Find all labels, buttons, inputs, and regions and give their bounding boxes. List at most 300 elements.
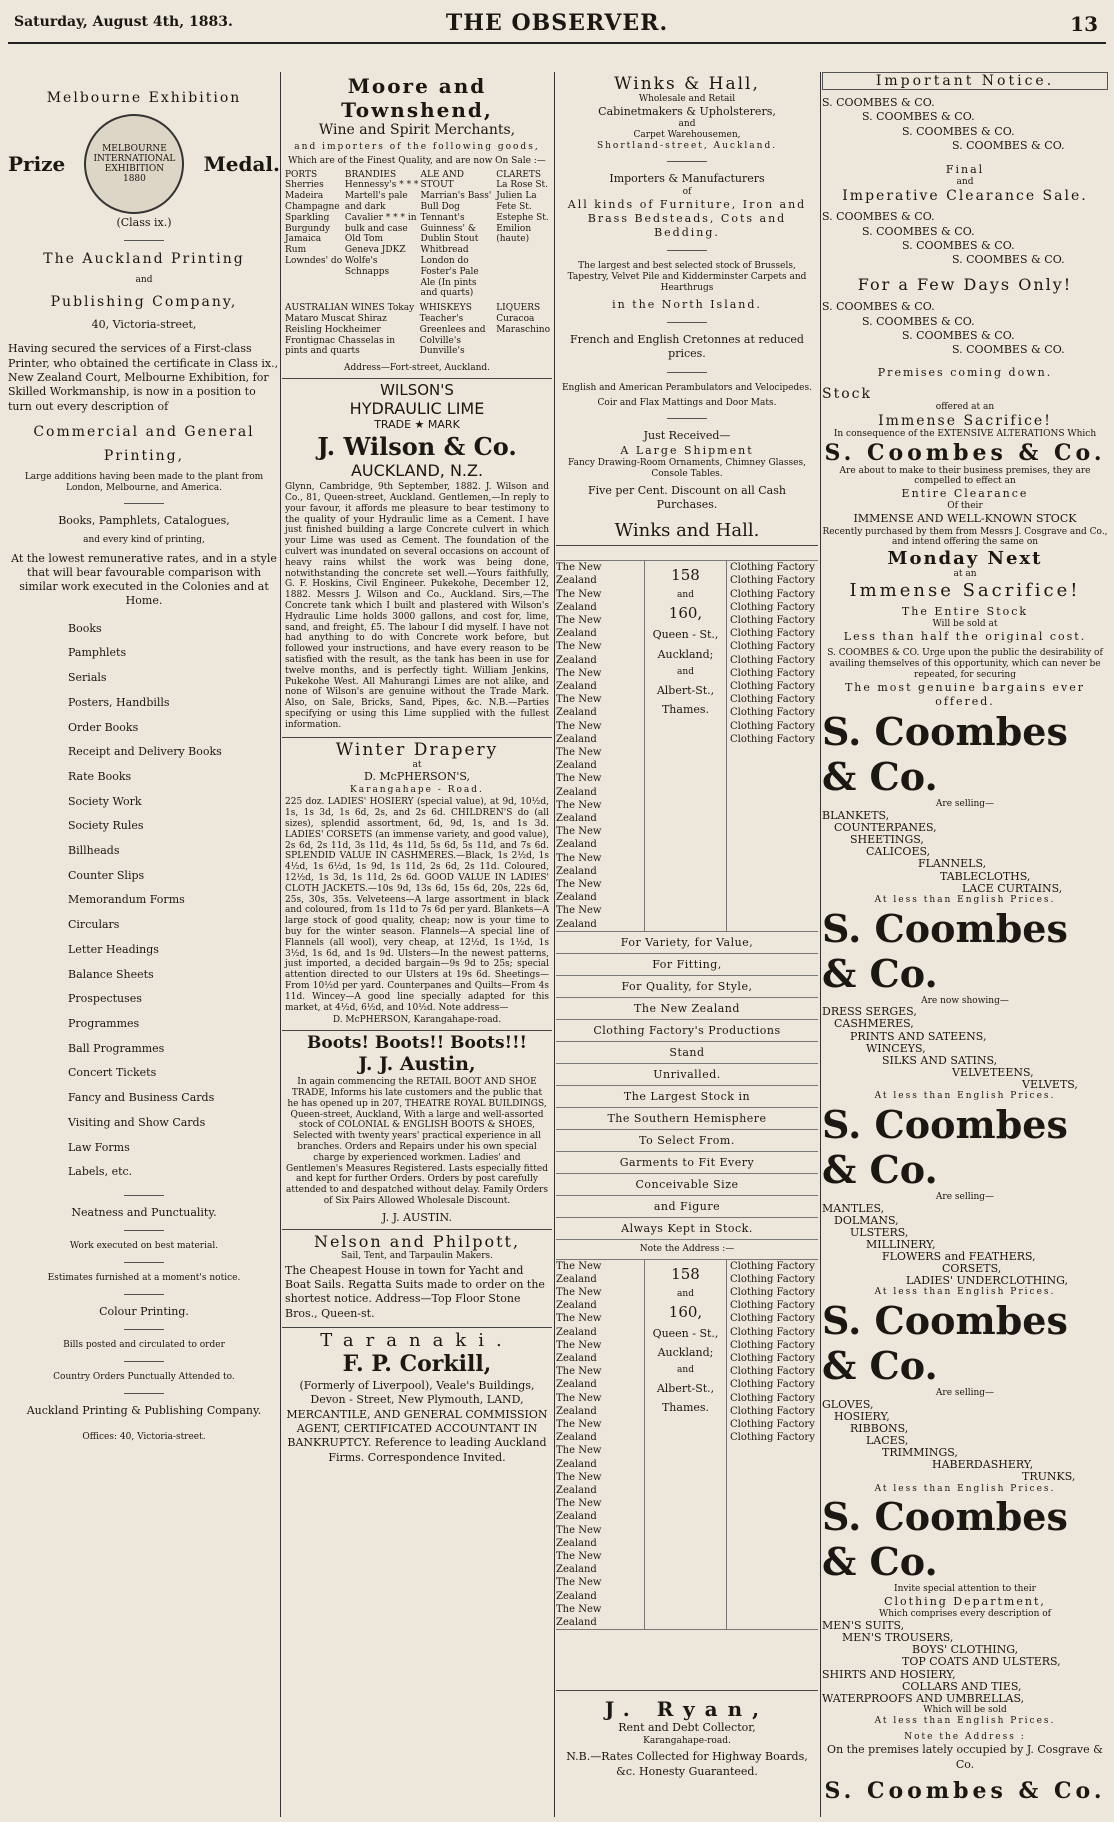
divider — [667, 418, 707, 419]
divider — [124, 503, 164, 504]
class-label: (Class ix.) — [116, 216, 172, 229]
trade-mark: TRADE ★ MARK — [374, 417, 460, 431]
coombes-line: S. COOMBES & CO. — [952, 253, 1065, 267]
list-item: Visiting and Show Cards — [68, 1115, 206, 1129]
about-line: Are about to make to their business premises, they are compelled to effect an — [839, 465, 1091, 487]
list-item: Concert Tickets — [68, 1066, 157, 1080]
medal-label: Medal. — [203, 152, 280, 176]
divider — [667, 322, 707, 323]
column-winks-hall — [556, 72, 818, 1817]
cf-center-line: and — [677, 666, 694, 677]
coombes-line: S. COOMBES & CO. — [862, 224, 975, 238]
selling-line: Are selling— — [935, 799, 995, 810]
intro-text: Having secured the services of a First-class Printer, who obtained the certificate in Class ix., New Zealand Court, Melbourne Exhibition, for Skilled Workmanship, is now in a position to turn out every description of — [8, 342, 279, 413]
list-item: Receipt and Delivery Books — [68, 745, 222, 759]
goods-list-1 — [822, 810, 1108, 895]
divider — [124, 1361, 164, 1362]
ryan-name: J. Ryan, — [604, 1697, 770, 1722]
coombes-line: S. COOMBES & CO. — [822, 210, 935, 224]
list-item: Memorandum Forms — [68, 893, 185, 907]
goods-item: LACE CURTAINS, — [962, 881, 1063, 895]
cf-center-column — [644, 1260, 727, 1630]
cf-center-column — [644, 561, 727, 931]
cf-box: Unrivalled. — [556, 1064, 818, 1086]
country-orders: Country Orders Punctually Attended to. — [53, 1371, 235, 1382]
importers-line: and importers of the following goods, — [294, 142, 540, 152]
cf-left-line: The New Zealand — [556, 905, 602, 930]
cf-box: For Variety, for Value, — [556, 932, 818, 954]
column-coombes — [822, 72, 1108, 1817]
important-notice: Important Notice. — [822, 72, 1108, 90]
genuine-bargains: The most genuine bargains ever offered. — [844, 680, 1086, 708]
cf-left-line: The New Zealand — [556, 1419, 602, 1444]
just-received: Just Received— — [643, 429, 731, 443]
at-less-prices: At less than English Prices. — [874, 1715, 1056, 1726]
coombes-big: S. Coombes & Co. — [822, 709, 1068, 800]
recently-line: Recently purchased by them from Messrs J. Cosgrave and Co., and intend offering the same on — [822, 526, 1108, 548]
hydraulic-lime: HYDRAULIC LIME — [349, 398, 485, 418]
coombes-line: S. COOMBES & CO. — [862, 110, 975, 124]
goods-item: COLLARS AND TIES, — [902, 1679, 1022, 1693]
commercial-heading: Commercial and General — [33, 423, 255, 440]
goods-list-4 — [822, 1399, 1108, 1484]
corkill-ad — [282, 1328, 552, 1471]
cf-right-line: Clothing Factory — [730, 575, 815, 587]
consequence-line: In consequence of the EXTENSIVE ALTERATIONS Which — [833, 428, 1097, 439]
premises-occupied: On the premises lately occupied by J. Cosgrave & Co. — [827, 1743, 1103, 1771]
cf-left-line: The New Zealand — [556, 562, 602, 587]
list-item: Serials — [68, 671, 107, 685]
note-address: Note the Address : — [904, 1732, 1026, 1743]
moore-address: Address—Fort-street, Auckland. — [344, 363, 490, 374]
cf-left-line: The New Zealand — [556, 1498, 602, 1523]
list-item: Balance Sheets — [68, 967, 154, 981]
list-item: Order Books — [68, 720, 139, 734]
brandies-list: BRANDIES Hennessy's * * * Martell's pale and dark Cavalier * * * in bulk and case Old Tom Geneva JDKZ Wolfe's Schnapps — [344, 169, 419, 277]
goods-item: CORSETS, — [942, 1262, 1002, 1276]
cf-right-column — [727, 561, 818, 931]
divider — [667, 372, 707, 373]
ale-list: ALE AND STOUT Marrian's Bass' Bull Dog Tennant's Guinness' & Dublin Stout Whitbread London do Foster's Pale Ale (In pints and quarts) — [420, 169, 492, 299]
nelson-text: The Cheapest House in town for Yacht and Boat Sails. Regatta Suits made to order on the shortest notice. Address—Top Floor Stone Bros., Queen-st. — [285, 1263, 545, 1320]
cf-left-line: The New Zealand — [556, 1551, 602, 1576]
prize-label: Prize — [8, 152, 66, 176]
selling-line: Are selling— — [935, 1191, 995, 1202]
goods-item: BLANKETS, — [822, 809, 890, 823]
clarets-list: CLARETS La Rose St. Julien La Fete St. Estephe St. Emilion (haute) — [496, 169, 549, 245]
goods-list-2 — [822, 1006, 1108, 1091]
imperative-sale: Imperative Clearance Sale. — [842, 188, 1088, 205]
coombes-big: S. Coombes & Co. — [822, 1101, 1068, 1192]
at-less-prices: At less than English Prices. — [874, 1091, 1056, 1101]
winter-at: at — [412, 759, 422, 770]
winter-drapery-ad — [282, 738, 552, 1032]
coombes-line: S. COOMBES & CO. — [902, 124, 1015, 138]
coombes-big: S. Coombes & Co. — [824, 1777, 1106, 1804]
list-item: Law Forms — [68, 1140, 130, 1154]
masthead-title: THE OBSERVER. — [445, 10, 669, 36]
cf-right-line: Clothing Factory — [730, 733, 815, 745]
furniture-line: All kinds of Furniture, Iron and Brass Bedsteads, Cots and Bedding. — [567, 197, 807, 240]
cf-right-line: Clothing Factory — [730, 1326, 815, 1338]
nelson-title: Nelson and Philpott, — [313, 1232, 521, 1252]
goods-item: WATERPROOFS AND UMBRELLAS, — [822, 1691, 1025, 1705]
perambulators-line: English and American Perambulators and Velocipedes. — [561, 382, 812, 393]
corkill-name: F. P. Corkill, — [342, 1351, 492, 1378]
cf-box: For Quality, for Style, — [556, 976, 818, 998]
winter-text: 225 doz. LADIES' HOSIERY (special value), at 9d, 10½d, 1s, 1s 3d, 1s 6d, 2s, and 2s 6d. CHILDREN'S do (all sizes), splendid assortment, 6d, 9d, 1s, and 1s 3d. LADIES' CORSETS (an immense variety, and good value), 2s 6d, 2s 11d, 3s 11d, 4s 11d, 5s 6d, 5s 11d, and 7s 6d. SPLENDID VALUE IN CASHMERES.—Black, 1s 2½d, 1s 4½d, 1s 6½d, 1s 9d, 1s 11d, 2s 6d, 2s 11d. Coloured, 12½d, 1s 3d, 1s 11d, 2s 6d. GOOD VALUE IN LADIES' CLOTH JACKETS.—10s 9d, 13s 6d, 15s 6d, 20s, 22s 6d, 25s, 30s, 35s. Velveteens—A large assortment in black and coloured, from 1s 11d to 7s 6d per yard. Blankets—A large stock of good quality, cheap; now is your time to buy for the winter season. Flannels—A special line of Flannels (all wool), very cheap, at 12½d, 1s 1½d, 1s 3½d, 1s 6d, and 1s 9d. Ulsters—In the newest patterns, just imported, a decided bargain—9s 9d to 25s; special attention directed to our Ulsters at 19s 6d. Sheetings—From 10½d per yard. Counterpanes and Quilts—From 4s 11d. Wincey—A good line specially adapted for this market, at 4½d, 6½d, and 10½d. Note address— — [285, 797, 549, 1013]
goods-item: DOLMANS, — [834, 1213, 899, 1227]
showing-line: Are now showing— — [921, 995, 1009, 1006]
cf-box: Conceivable Size — [556, 1174, 818, 1196]
cf-left-line: The New Zealand — [556, 694, 602, 719]
less-than-half: Less than half the original cost. — [843, 630, 1087, 644]
list-item: Labels, etc. — [68, 1165, 133, 1179]
entire-clearance: Entire Clearance — [901, 487, 1029, 501]
column-merchants — [282, 72, 552, 1817]
australian-list: AUSTRALIAN WINES Tokay Mataro Muscat Shiraz Reisling Hockheimer Frontignac Chasselas in pints and quarts — [285, 303, 415, 357]
estimates-line: Estimates furnished at a moment's notice. — [47, 1273, 241, 1284]
jwilson-logo: J. Wilson & Co. — [317, 432, 517, 462]
cf-center-line: and — [677, 590, 694, 601]
work-line: Work executed on best material. — [69, 1241, 219, 1252]
ryan-text: N.B.—Rates Collected for Highway Boards, &c. Honesty Guaranteed. — [566, 1750, 808, 1778]
ports-list: PORTS Sherries Madeira Champagne Sparkling Burgundy Jamaica Rum Lowndes' do — [285, 169, 343, 266]
column-rule — [820, 72, 821, 1817]
divider — [124, 1329, 164, 1330]
cf-right-line: Clothing Factory — [730, 720, 815, 732]
goods-item: HABERDASHERY, — [932, 1458, 1034, 1472]
cf-box: Clothing Factory's Productions — [556, 1020, 818, 1042]
cf-left-line: The New Zealand — [556, 852, 602, 877]
liquers-list: LIQUERS Curacoa Maraschino — [496, 303, 550, 335]
cf-right-line: Clothing Factory — [730, 1353, 815, 1365]
neatness-line: Neatness and Punctuality. — [71, 1205, 217, 1219]
list-item: Books — [68, 621, 102, 635]
cf-right-line: Clothing Factory — [730, 1432, 815, 1444]
goods-item: VELVETS, — [1022, 1077, 1078, 1091]
coir-line: Coir and Flax Mattings and Door Mats. — [597, 397, 777, 408]
list-item: Posters, Handbills — [68, 695, 170, 709]
winks-title: Winks & Hall, — [614, 74, 760, 94]
list-item: Society Rules — [68, 819, 144, 833]
books-heading: Books, Pamphlets, Catalogues, — [58, 514, 230, 528]
cf-center-line: Queen - St., — [652, 628, 719, 642]
winter-title: Winter Drapery — [335, 739, 499, 760]
wine-merchants: Wine and Spirit Merchants, — [318, 122, 516, 138]
austin-signature: J. J. AUSTIN. — [382, 1210, 452, 1224]
winks-signature: Winks and Hall. — [614, 520, 760, 542]
cf-left-line: The New Zealand — [556, 1603, 602, 1629]
divider — [124, 1195, 164, 1196]
moore-townshend-ad — [282, 72, 552, 379]
and-word: and — [135, 275, 153, 286]
goods-item: MANTLES, — [822, 1201, 885, 1215]
divider — [124, 240, 164, 241]
company-address: 40, Victoria-street, — [91, 318, 197, 332]
ryan-road: Karangahape-road. — [643, 1735, 731, 1746]
list-item: Society Work — [68, 794, 142, 808]
cf-right-line: Clothing Factory — [730, 707, 815, 719]
cf-left-line: The New Zealand — [556, 1260, 602, 1285]
at-less-prices: At less than English Prices. — [874, 1287, 1056, 1298]
goods-item: RIBBONS, — [850, 1422, 909, 1436]
goods-item: SILKS AND SATINS, — [882, 1053, 998, 1067]
cf-left-line: The New Zealand — [556, 720, 602, 745]
cf-center-line: Auckland; — [657, 1346, 714, 1360]
coombes-big: S. Coombes & Co. — [822, 1494, 1068, 1585]
cf-box: The New Zealand — [556, 998, 818, 1020]
winks-hall-ad — [556, 72, 818, 546]
few-days: For a Few Days Only! — [857, 275, 1073, 295]
premises-coming: Premises coming down. — [877, 365, 1053, 379]
which-line: Which are of the Finest Quality, and are now On Sale :— — [288, 155, 546, 166]
coombes-big: S. Coombes & Co. — [822, 1298, 1068, 1389]
whiskeys-list: WHISKEYS Teacher's Greenlees and Colville's Dunville's — [419, 303, 486, 357]
final-word: Final — [945, 163, 985, 177]
list-item: Counter Slips — [68, 868, 145, 882]
cf-center-line: Thames. — [661, 1401, 710, 1415]
cf-left-line: The New Zealand — [556, 641, 602, 666]
goods-item: TRUNKS, — [1022, 1470, 1076, 1484]
cf-left-line: The New Zealand — [556, 667, 602, 692]
carpet-line: Carpet Warehousemen, — [633, 129, 741, 140]
cf-left-line: The New Zealand — [556, 1313, 602, 1338]
goods-list-5 — [822, 1620, 1108, 1705]
cf-center-line: Auckland; — [657, 647, 714, 661]
cf-box: Stand — [556, 1042, 818, 1064]
masthead-date: Saturday, August 4th, 1883. — [14, 14, 233, 30]
stock-word: Stock — [822, 385, 872, 402]
list-item: Letter Headings — [68, 942, 159, 956]
cf-right-line: Clothing Factory — [730, 1379, 815, 1391]
goods-item: TABLECLOTHS, — [940, 869, 1031, 883]
list-item: Fancy and Business Cards — [68, 1091, 215, 1105]
cf-center-line: 158 — [671, 1264, 700, 1283]
goods-item: TRIMMINGS, — [882, 1446, 958, 1460]
goods-item: CALICOES, — [866, 845, 931, 859]
goods-item: ULSTERS, — [850, 1225, 909, 1239]
goods-item: PRINTS AND SATEENS, — [850, 1029, 987, 1043]
goods-item: FLANNELS, — [918, 857, 987, 871]
cf-center-line: and — [677, 1288, 694, 1299]
austin-text: In again commencing the RETAIL BOOT AND SHOE TRADE, Informs his late customers and the public that he has opened up in 207, THEATRE ROYAL BUILDINGS, Queen-street, Auckland, With a large and well-assorted stock of COLONIAL & ENGLISH BOOTS & SHOES, Selected with twenty years' practical experience in all branches. Orders and Repairs under his own special charge by experienced workmen. Ladies' and Gentlemen's Measures Registered. Lasts especially fitted and kept for further Orders. Orders by post carefully attended to and despatched without delay. Family Orders of Six Pairs Allowed Wholesale Discount. — [286, 1077, 548, 1206]
coombes-stagger — [822, 300, 1108, 357]
coombes-line: S. COOMBES & CO. — [902, 329, 1015, 343]
clothing-factory-block — [556, 560, 818, 932]
cf-left-line: The New Zealand — [556, 588, 602, 613]
cf-right-line: Clothing Factory — [730, 667, 815, 679]
goods-item: BOYS' CLOTHING, — [912, 1643, 1019, 1657]
wine-list-row — [285, 170, 549, 300]
goods-item: DRESS SERGES, — [822, 1005, 917, 1019]
nelson-philpott-ad — [282, 1230, 552, 1328]
cf-right-line: Clothing Factory — [730, 694, 815, 706]
immense-sacrifice-2: Immense Sacrifice! — [849, 579, 1081, 601]
shipment-line: A Large Shipment — [620, 443, 754, 457]
importers-heading: Importers & Manufacturers — [609, 172, 765, 186]
ryan-subtitle: Rent and Debt Collector, — [618, 1721, 756, 1735]
cf-left-line: The New Zealand — [556, 1577, 602, 1602]
coombes-line: S. COOMBES & CO. — [902, 238, 1015, 252]
goods-item: SHEETINGS, — [850, 833, 924, 847]
goods-item: WINCEYS, — [866, 1041, 926, 1055]
goods-item: HOSIERY, — [834, 1409, 890, 1423]
cf-right-line: Clothing Factory — [730, 1287, 815, 1299]
cf-left-line: The New Zealand — [556, 1287, 602, 1312]
cf-left-column — [556, 1260, 644, 1630]
coombes-stagger — [822, 210, 1108, 267]
list-item: Prospectuses — [68, 992, 142, 1006]
largest-stock: The largest and best selected stock of Brussels, Tapestry, Velvet Pile and Kidderminster Carpets and Hearthrugs — [567, 261, 807, 294]
auckland-nz: AUCKLAND, N.Z. — [350, 461, 484, 481]
north-island: in the North Island. — [612, 297, 762, 311]
their-line: Of their — [947, 501, 983, 512]
wholesale-line: Wholesale and Retail — [638, 94, 736, 104]
cf-left-line: The New Zealand — [556, 1471, 602, 1497]
goods-item: COUNTERPANES, — [834, 821, 937, 835]
cf-left-line: The New Zealand — [556, 879, 602, 904]
goods-item: LADIES' UNDERCLOTHING, — [906, 1274, 1069, 1288]
column-printing — [8, 72, 280, 1817]
clothing-department: Clothing Department, — [884, 1595, 1046, 1609]
cf-left-line: The New Zealand — [556, 773, 602, 798]
goods-item: VELVETEENS, — [952, 1065, 1034, 1079]
wilson-testimonials: Glynn, Cambridge, 9th September, 1882. J. Wilson and Co., 81, Queen-street, Auckland. Gentlemen,—In reply to your favour, it affords me pleasure to bear testimony to the quality of your Hydraulic lime as a Cement. I have just finished building a large Concrete culvert in which your Lime was used as Cement. The foundation of the culvert was inundated on several occasions on account of heavy rains whilst the work was being done, notwithstanding the concrete set well.—Yours faithfully, G. F. Hoskins, Civil Engineer. Pukekohe, December 12, 1882. Messrs J. Wilson and Co., Auckland. Sirs,—The Concrete tank which I built and plastered with Wilson's Hydraulic Lime holds 3000 gallons, and cost for, lime, sand, and freight, £5. The labour I did myself. I have not had anything to do with Concrete work before, but followed your instructions, and have every reason to be satisfied with the result, as the tank has been in use for twelve months, and is perfectly tight. William Jenkins, Pukekohe West. All Mahurangi Limes are not alike, and none of Wilson's are genuine without the Trade Mark. Also, on Sale, Bricks, Sand, Pipes, &c. N.B.—Parties specifying or using this Lime supplied with the fullest information. — [285, 482, 549, 730]
cf-center-line: 160, — [668, 604, 703, 623]
offered-line: offered at an — [935, 401, 995, 412]
column-rule — [554, 72, 555, 1817]
sold-line: Will be sold at — [932, 619, 998, 630]
cf-center-line: Thames. — [661, 702, 710, 716]
printing-heading: Printing, — [103, 447, 185, 464]
divider — [124, 1230, 164, 1231]
cf-left-line: The New Zealand — [556, 1366, 602, 1391]
cf-left-line: The New Zealand — [556, 799, 602, 824]
goods-item: GLOVES, — [822, 1397, 874, 1411]
coombes-line: S. COOMBES & CO. — [862, 314, 975, 328]
divider — [124, 1294, 164, 1295]
product-list — [8, 617, 280, 1185]
cf-left-line: The New Zealand — [556, 614, 602, 640]
cf-box: Always Kept in Stock. — [556, 1218, 818, 1240]
cf-right-line: Clothing Factory — [730, 588, 815, 600]
cf-right-line: Clothing Factory — [730, 680, 815, 692]
monday-next: Monday Next — [887, 548, 1043, 570]
cf-right-line: Clothing Factory — [730, 1366, 815, 1378]
cf-right-line: Clothing Factory — [730, 1392, 815, 1404]
rates-text: At the lowest remunerative rates, and in a style that will bear favourable comparison with similar work executed in the Colonies and at Home. — [11, 551, 277, 608]
cf-right-line: Clothing Factory — [730, 1273, 815, 1285]
selling-line: Are selling— — [935, 1388, 995, 1399]
exhibition-heading: Melbourne Exhibition — [46, 90, 242, 106]
divider — [667, 161, 707, 162]
of-line: of — [682, 186, 692, 197]
cf-right-line: Clothing Factory — [730, 1419, 815, 1431]
list-item: Rate Books — [68, 769, 132, 783]
cf-right-column — [727, 1260, 818, 1630]
cf-center-line: Albert-St., — [656, 683, 715, 697]
goods-item: SHIRTS AND HOSIERY, — [822, 1667, 956, 1681]
taranaki-heading: Taranaki. — [320, 1330, 514, 1352]
shortland-line: Shortland-street, Auckland. — [596, 140, 778, 151]
coombes-big: S. Coombes & Co. — [824, 439, 1106, 466]
every-kind: and every kind of printing, — [83, 534, 205, 545]
at-less-prices: At less than English Prices. — [874, 1483, 1056, 1494]
ryan-ad — [556, 1690, 818, 1779]
bills-line: Bills posted and circulated to order — [63, 1340, 225, 1351]
immense-stock: IMMENSE AND WELL-KNOWN STOCK — [853, 512, 1077, 526]
coombes-stagger — [822, 96, 1108, 153]
cf-left-column — [556, 561, 644, 931]
invite-line: Invite special attention to their — [894, 1584, 1036, 1595]
goods-item: CASHMERES, — [834, 1017, 914, 1031]
cf-box: For Fitting, — [556, 954, 818, 976]
coombes-big: S. Coombes & Co. — [822, 905, 1068, 996]
cf-right-line: Clothing Factory — [730, 601, 815, 613]
cf-center-line: Albert-St., — [656, 1382, 715, 1396]
comprises-line: Which comprises every description of — [879, 1609, 1051, 1620]
karangahape-road: Karangahape - Road. — [350, 784, 484, 795]
and-word: and — [956, 177, 974, 188]
divider — [124, 1393, 164, 1394]
cf-box: The Southern Hemisphere — [556, 1108, 818, 1130]
list-item: Billheads — [68, 844, 120, 858]
column-rule — [280, 72, 281, 1817]
coombes-line: S. COOMBES & CO. — [822, 96, 935, 109]
medal-inscription: MELBOURNE INTERNATIONAL EXHIBITION 1880 — [93, 144, 176, 184]
cf-center-line: and — [677, 1365, 694, 1376]
wilson-title: WILSON'S — [380, 380, 454, 399]
urge-line: S. COOMBES & CO. Urge upon the public the desirability of availing themselves of this opportunity, which can never be repeated, for securing — [827, 648, 1103, 680]
list-item: Pamphlets — [68, 646, 127, 660]
sail-line: Sail, Tent, and Tarpaulin Makers. — [340, 1251, 493, 1262]
cf-right-line: Clothing Factory — [730, 1313, 815, 1325]
cretonnes-line: French and English Cretonnes at reduced prices. — [570, 333, 804, 361]
cf-right-line: Clothing Factory — [730, 614, 815, 626]
list-item: Ball Programmes — [68, 1041, 165, 1055]
discount-line: Five per Cent. Discount on all Cash Purchases. — [588, 483, 786, 511]
at-an: at an — [953, 569, 977, 580]
coombes-line: S. COOMBES & CO. — [952, 138, 1065, 152]
footer-company: Auckland Printing & Publishing Company. — [26, 1403, 262, 1417]
cf-left-line: The New Zealand — [556, 826, 602, 851]
goods-item: TOP COATS AND ULSTERS, — [902, 1655, 1061, 1669]
masthead — [8, 6, 1106, 44]
and-line: and — [678, 119, 696, 130]
cf-right-line: Clothing Factory — [730, 562, 815, 574]
at-less-prices: At less than English Prices. — [874, 894, 1056, 905]
cf-right-line: Clothing Factory — [730, 1260, 815, 1272]
clothing-boxes — [556, 932, 818, 1259]
wilson-lime-ad — [282, 379, 552, 738]
coombes-line: S. COOMBES & CO. — [952, 343, 1065, 357]
moore-title: Moore and Townshend, — [341, 74, 493, 122]
goods-item: MILLINERY, — [866, 1237, 936, 1251]
cf-box: To Select From. — [556, 1130, 818, 1152]
corkill-text: (Formerly of Liverpool), Veale's Buildings, Devon - Street, New Plymouth, LAND, MERCANTILE, AND GENERAL COMMISSION AGENT, CERTIFICATED ACCOUNTANT IN BANKRUPTCY. Reference to leading Auckland Firms. Correspondence Invited. — [286, 1379, 548, 1464]
fancy-line: Fancy Drawing-Room Ornaments, Chimney Glasses, Console Tables. — [568, 457, 806, 479]
clothing-factory-block-2 — [556, 1259, 818, 1631]
cf-left-line: The New Zealand — [556, 1445, 602, 1470]
cf-right-line: Clothing Factory — [730, 1300, 815, 1312]
immense-sacrifice: Immense Sacrifice! — [878, 412, 1052, 429]
coombes-line: S. COOMBES & CO. — [822, 300, 935, 314]
cf-right-line: Clothing Factory — [730, 654, 815, 666]
colour-line: Colour Printing. — [99, 1304, 189, 1318]
medal-image — [84, 114, 184, 214]
list-item: Circulars — [68, 918, 120, 932]
